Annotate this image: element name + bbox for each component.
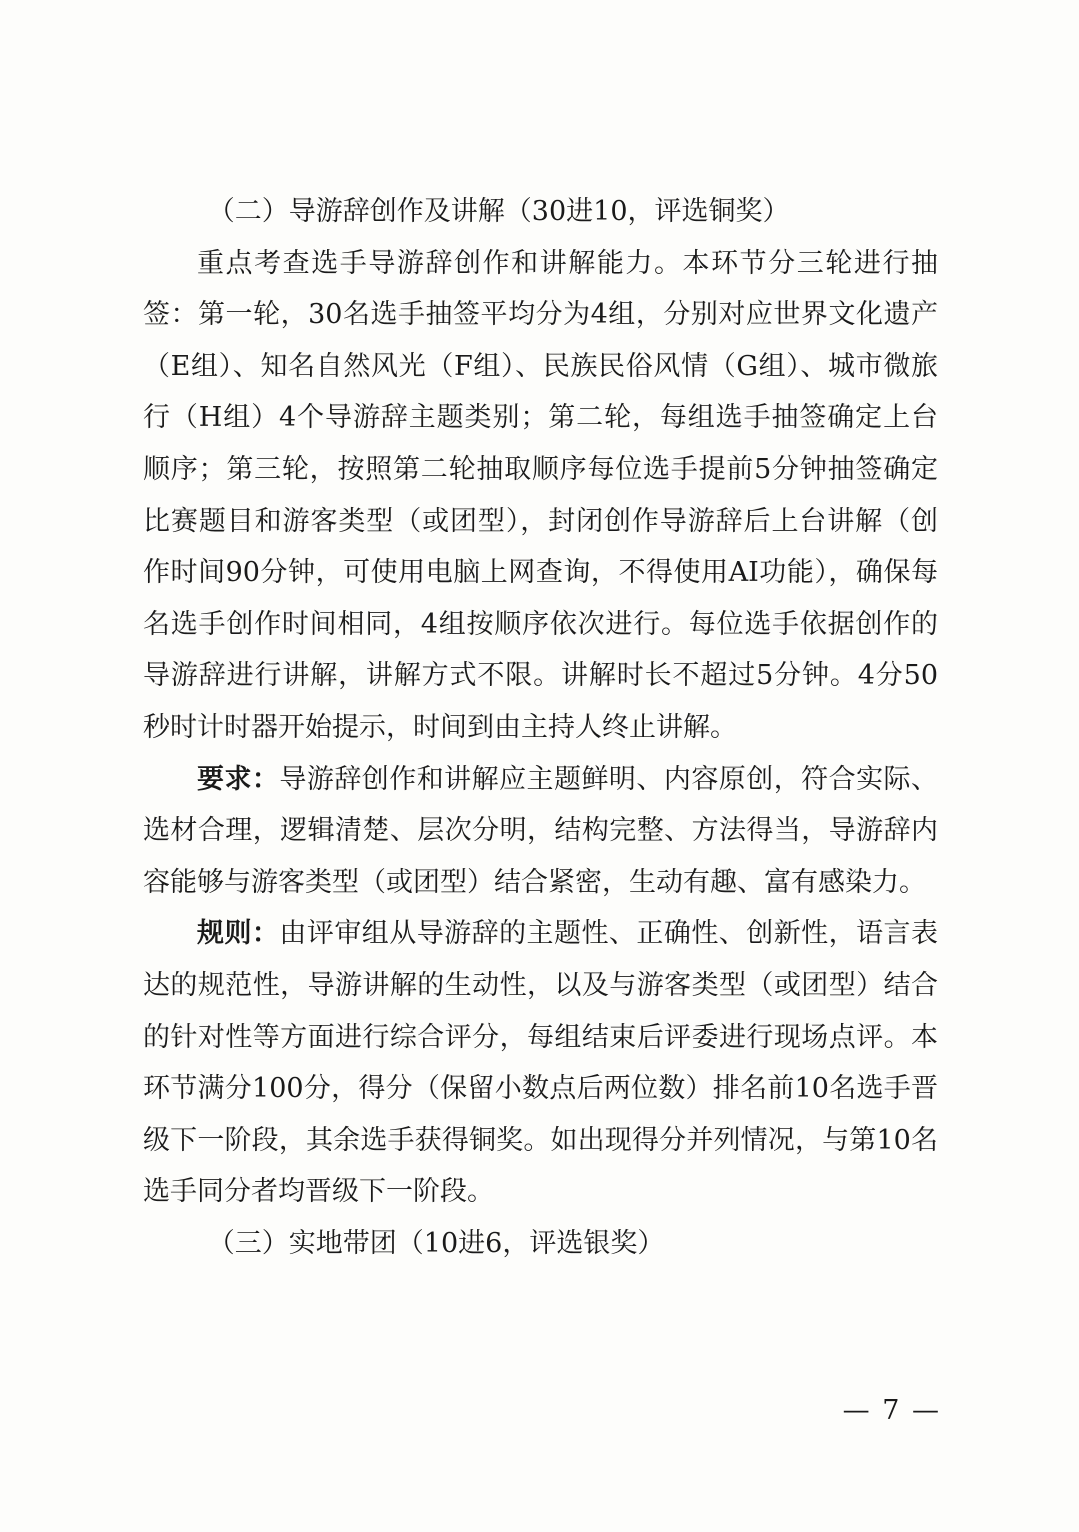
section-heading-2: （二）导游辞创作及讲解（30进10，评选铜奖）	[207, 196, 790, 227]
document-body	[143, 186, 938, 1269]
requirements-label: 要求：	[197, 763, 280, 795]
rules-text: 由评审组从导游辞的主题性、正确性、创新性，语言表达的规范性，导游讲解的生动性，以及与游客类型（或团型）结合的针对性等方面进行综合评分，每组结束后评委进行现场点评。本环节满分100分，得分（保留小数点后两位数）排名前10名选手晋级下一阶段，其余选手获得铜奖。如出现得分并列情况，与第10名选手同分者均晋级下一阶段。	[143, 918, 939, 1208]
page-number: — 7 —	[842, 1395, 941, 1426]
paragraph-overview: 重点考查选手导游辞创作和讲解能力。本环节分三轮进行抽签：第一轮，30名选手抽签平均分为4组，分别对应世界文化遗产（E组）、知名自然风光（F组）、民族民俗风情（G组）、城市微旅行（H组）4个导游辞主题类别；第二轮，每组选手抽签确定上台顺序；第三轮，按照第二轮抽取顺序每位选手提前5分钟抽签确定比赛题目和游客类型（或团型），封闭创作导游辞后上台讲解（创作时间90分钟，可使用电脑上网查询，不得使用AI功能），确保每名选手创作时间相同，4组按顺序依次进行。每位选手依据创作的导游辞进行讲解，讲解方式不限。讲解时长不超过5分钟。4分50秒时计时器开始提示，时间到由主持人终止讲解。	[143, 247, 938, 743]
requirements-text: 导游辞创作和讲解应主题鲜明、内容原创，符合实际、选材合理，逻辑清楚、层次分明，结构完整、方法得当，导游辞内容能够与游客类型（或团型）结合紧密，生动有趣、富有感染力。	[143, 763, 939, 898]
section-heading-3: （三）实地带团（10进6，评选银奖）	[207, 1227, 665, 1259]
rules-label: 规则：	[197, 918, 280, 950]
paragraph-requirements	[143, 754, 938, 909]
paragraph-rules	[143, 908, 938, 1218]
